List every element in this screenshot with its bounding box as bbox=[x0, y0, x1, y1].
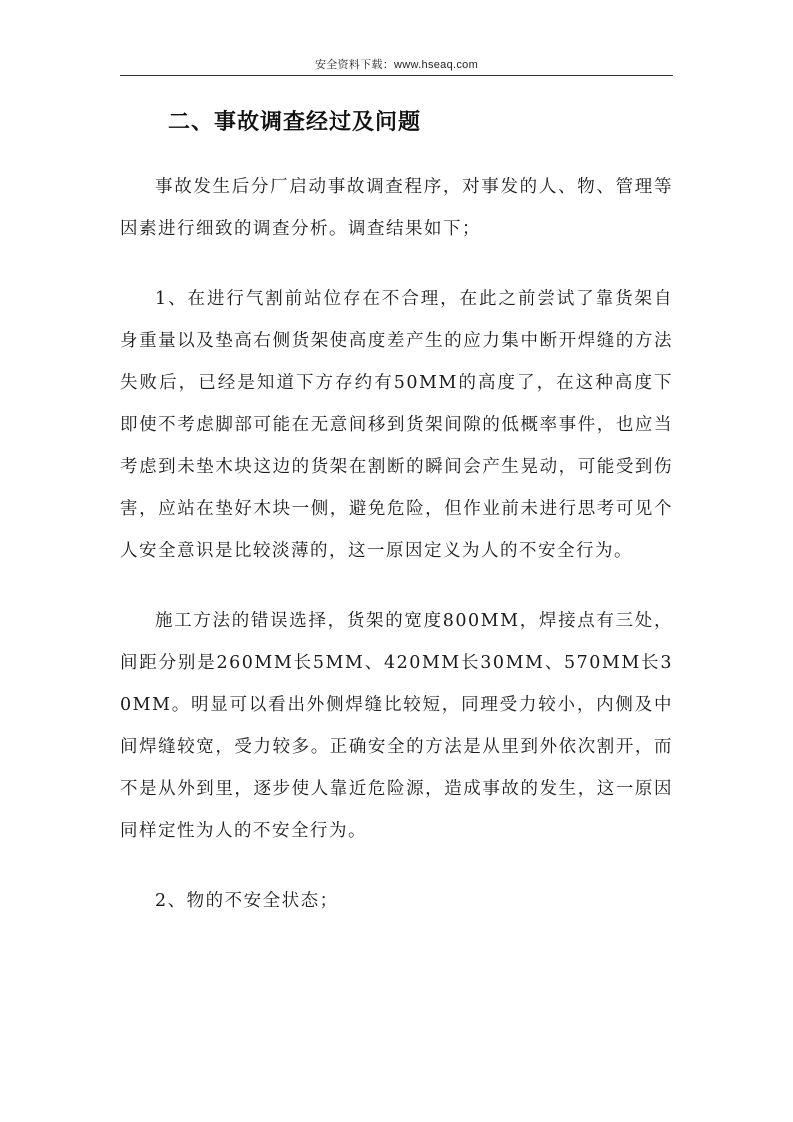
page-header-site: 安全资料下载：www.hseaq.com bbox=[314, 59, 479, 71]
paragraph-intro: 事故发生后分厂启动事故调查程序，对事发的人、物、管理等因素进行细致的调查分析。调查结果如下； bbox=[120, 177, 673, 239]
paragraph-construction-method: 施工方法的错误选择，货架的宽度800MM，焊接点有三处，间距分别是260MM长5MM、420MM长30MM、570MM长30MM。明显可以看出外侧焊缝比较短，同理受力较小，内侧及中间焊缝较宽，受力较多。正确安全的方法是从里到外依次割开，而不是从外到里，逐步使人靠近危险源，造成事故的发生，这一原因同样定性为人的不安全行为。 bbox=[120, 611, 673, 841]
document-body bbox=[120, 100, 673, 922]
paragraph-item-2: 2、物的不安全状态； bbox=[155, 891, 339, 911]
section-title: 二、事故调查经过及问题 bbox=[168, 109, 422, 135]
paragraph-item-1: 1、在进行气割前站位存在不合理，在此之前尝试了靠货架自身重量以及垫高右侧货架使高度差产生的应力集中断开焊缝的方法失败后，已经是知道下方存约有50MM的高度了，在这种高度下即使不考虑脚部可能在无意间移到货架间隙的低概率事件，也应当考虑到未垫木块这边的货架在割断的瞬间会产生晃动，可能受到伤害，应站在垫好木块一侧，避免危险，但作业前未进行思考可见个人安全意识是比较淡薄的，这一原因定义为人的不安全行为。 bbox=[120, 289, 673, 561]
header-divider bbox=[120, 75, 673, 76]
